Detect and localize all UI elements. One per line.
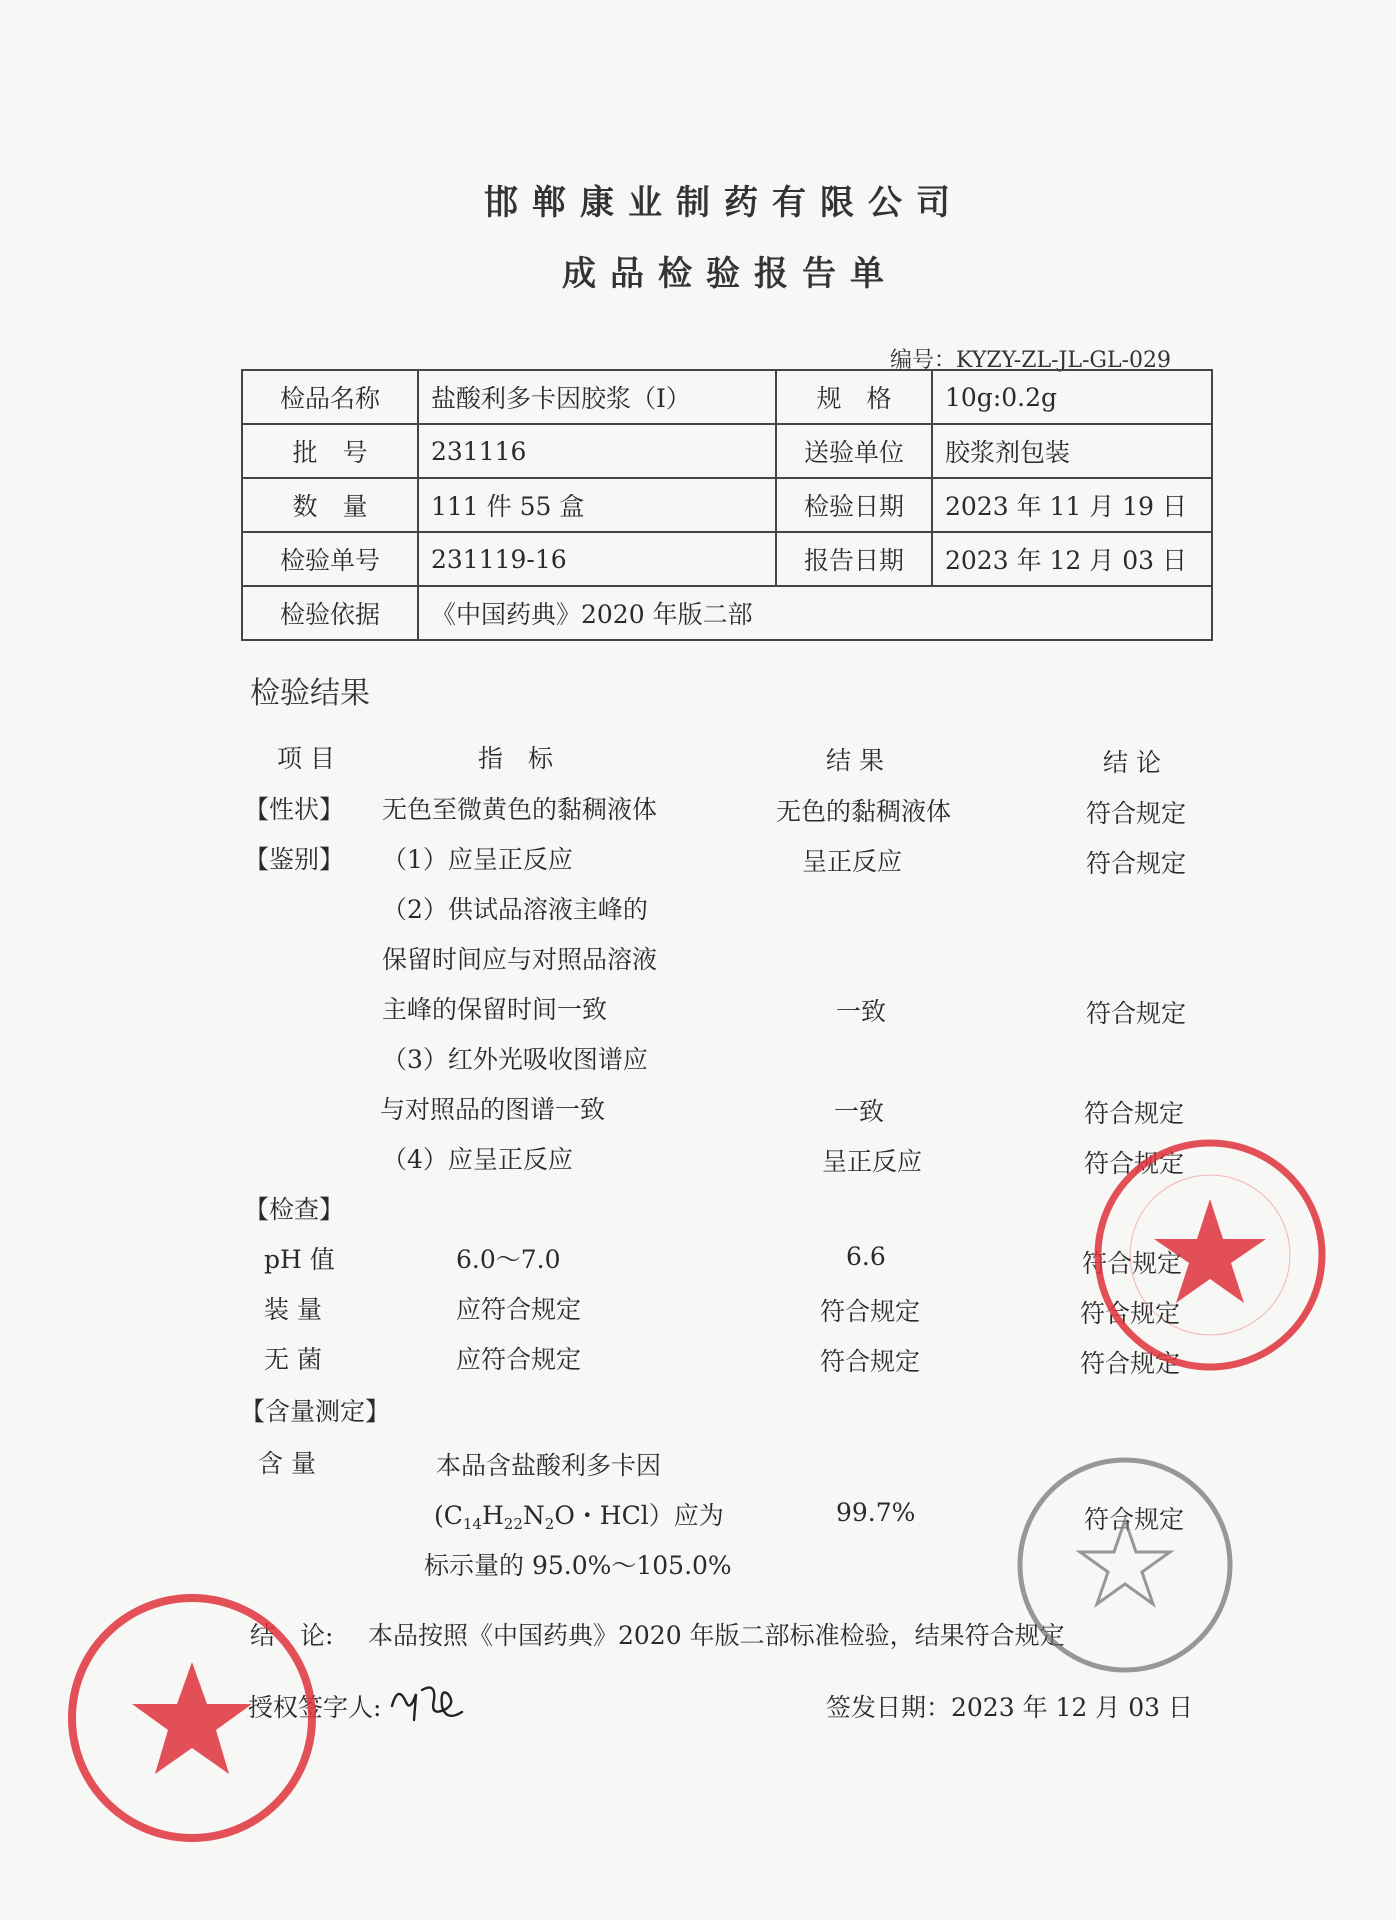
formula-text: H (481, 1501, 504, 1530)
formula-text: N (522, 1501, 545, 1530)
appearance-conclusion: 符合规定 (1086, 799, 1187, 828)
fill-volume-item: 装 量 (264, 1295, 322, 1324)
identification-label: 【鉴别】 (244, 845, 345, 874)
ph-item: pH 值 (264, 1245, 335, 1274)
batch-value: 231116 (418, 424, 776, 478)
basis-value: 《中国药典》2020 年版二部 (418, 586, 1212, 640)
formula-subscript: 2 (544, 1515, 555, 1533)
formula-text: (C (434, 1501, 463, 1530)
fill-volume-index: 应符合规定 (456, 1295, 582, 1324)
fill-volume-result: 符合规定 (820, 1297, 921, 1326)
identification-3-index-line2: 与对照品的图谱一致 (380, 1095, 606, 1124)
identification-1-result: 呈正反应 (802, 847, 903, 876)
identification-2-index-line1: （2）供试品溶液主峰的 (382, 895, 648, 924)
table-row (242, 424, 1212, 478)
report-date-value: 2023 年 12 月 03 日 (932, 532, 1212, 586)
assay-result: 99.7% (836, 1498, 916, 1527)
ph-conclusion: 符合规定 (1082, 1249, 1183, 1278)
signer-label: 授权签字人: (248, 1693, 382, 1722)
fill-volume-conclusion: 符合规定 (1080, 1299, 1181, 1328)
ph-index: 6.0～7.0 (456, 1245, 561, 1274)
quantity-label: 数 量 (242, 478, 418, 532)
formula-subscript: 14 (462, 1515, 482, 1533)
test-date-value: 2023 年 11 月 19 日 (932, 478, 1212, 532)
formula-subscript: 22 (503, 1515, 523, 1533)
conclusion-label: 结 论: (250, 1621, 334, 1650)
table-row (242, 370, 1212, 424)
issue-date: 签发日期：2023 年 12 月 03 日 (826, 1693, 1193, 1722)
assay-item: 含 量 (258, 1449, 316, 1478)
appearance-result: 无色的黏稠液体 (776, 797, 952, 826)
appearance-label: 【性状】 (244, 795, 345, 824)
table-row (242, 478, 1212, 532)
batch-label: 批 号 (242, 424, 418, 478)
formula-text: O・HCl）应为 (554, 1501, 724, 1530)
identification-2-conclusion: 符合规定 (1086, 999, 1187, 1028)
quantity-value: 111 件 55 盒 (418, 478, 776, 532)
identification-3-index-line1: （3）红外光吸收图谱应 (382, 1045, 648, 1074)
sterility-result: 符合规定 (820, 1347, 921, 1376)
test-number-value: 231119-16 (418, 532, 776, 586)
gray-inspection-seal (1010, 1450, 1240, 1680)
sender-value: 胶浆剂包装 (932, 424, 1212, 478)
document-number: 编号：KYZY-ZL-JL-GL-029 (890, 348, 1171, 373)
identification-1-conclusion: 符合规定 (1086, 849, 1187, 878)
tests-label: 【检查】 (244, 1195, 345, 1224)
sterility-item: 无 菌 (264, 1345, 322, 1374)
column-header-item: 项 目 (277, 744, 335, 773)
ph-result: 6.6 (846, 1242, 886, 1271)
identification-3-result: 一致 (834, 1097, 885, 1126)
spec-label: 规 格 (776, 370, 932, 424)
red-company-seal (1090, 1135, 1330, 1375)
company-name: 邯郸康业制药有限公司 (484, 183, 964, 223)
test-number-label: 检验单号 (242, 532, 418, 586)
identification-2-result: 一致 (836, 997, 887, 1026)
assay-index-line1: 本品含盐酸利多卡因 (436, 1451, 662, 1480)
sterility-conclusion: 符合规定 (1080, 1349, 1181, 1378)
identification-1-index: （1）应呈正反应 (382, 845, 573, 874)
results-section-title: 检验结果 (250, 676, 370, 711)
spec-value: 10g:0.2g (932, 370, 1212, 424)
red-quality-seal (62, 1588, 322, 1848)
column-header-result: 结 果 (826, 746, 884, 775)
assay-index-line3: 标示量的 95.0%～105.0% (424, 1551, 732, 1580)
appearance-index: 无色至微黄色的黏稠液体 (382, 795, 658, 824)
assay-index-formula (434, 1496, 724, 1533)
conclusion-text: 本品按照《中国药典》2020 年版二部标准检验，结果符合规定 (368, 1621, 1065, 1650)
identification-4-result: 呈正反应 (822, 1147, 923, 1176)
identification-4-conclusion: 符合规定 (1084, 1149, 1185, 1178)
identification-2-index-line2: 保留时间应与对照品溶液 (382, 945, 658, 974)
column-header-conclusion: 结 论 (1103, 748, 1161, 777)
identification-3-conclusion: 符合规定 (1084, 1099, 1185, 1128)
column-header-index: 指 标 (478, 744, 554, 773)
identification-4-index: （4）应呈正反应 (382, 1145, 573, 1174)
assay-conclusion: 符合规定 (1084, 1505, 1185, 1534)
sterility-index: 应符合规定 (456, 1345, 582, 1374)
product-name-value: 盐酸利多卡因胶浆（Ⅰ） (418, 370, 776, 424)
assay-label: 【含量测定】 (240, 1397, 391, 1426)
product-info-table (241, 369, 1213, 641)
product-name-label: 检品名称 (242, 370, 418, 424)
sender-label: 送验单位 (776, 424, 932, 478)
document-title: 成品检验报告单 (562, 254, 898, 294)
test-date-label: 检验日期 (776, 478, 932, 532)
basis-label: 检验依据 (242, 586, 418, 640)
report-date-label: 报告日期 (776, 532, 932, 586)
identification-2-index-line3: 主峰的保留时间一致 (382, 995, 608, 1024)
table-row (242, 532, 1212, 586)
handwritten-signature (384, 1676, 484, 1726)
table-row (242, 586, 1212, 640)
